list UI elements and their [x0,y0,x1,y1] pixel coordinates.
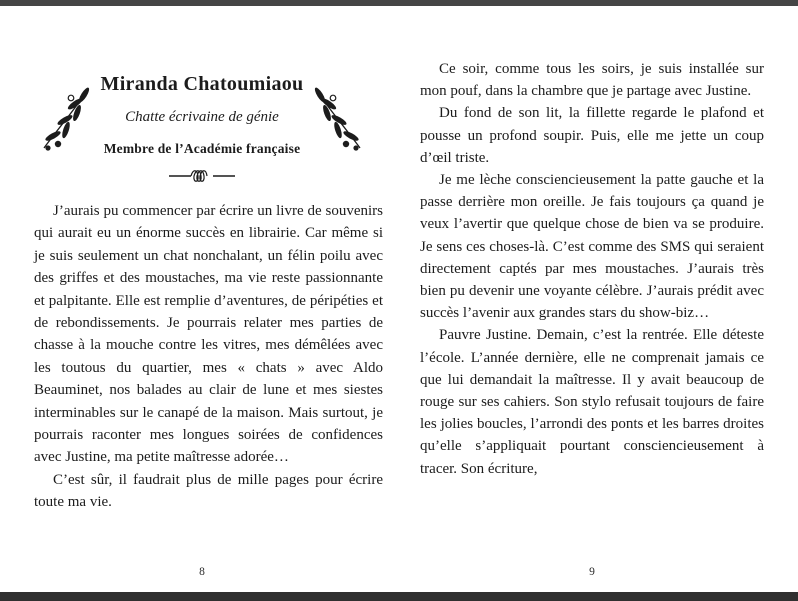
chapter-subtitle: Chatte écrivaine de génie [125,109,279,125]
page-left-body [34,200,383,514]
page-number-right: 9 [589,566,595,578]
page-right-body [420,58,764,480]
laurel-branch-right-icon [310,82,366,154]
viewer-edge-bottom [0,592,798,601]
paragraph: Je me lèche consciencieusement la patte gauche et la passe derrière mon oreille. Je fais toujours ça quand je veux l’avertir que quelque chose de bien va se produire. Je sens ces choses-là. C’est comme des SMS qui seraient directement captés par mes moustaches. J’aurais très bien pu devenir une voyante célèbre. J’aurais prédit avec succès l’avenir aux grandes stars du show-biz… [420,172,764,322]
paragraph: Pauvre Justine. Demain, c’est la rentrée. Elle déteste l’école. L’année dernière, elle ne comprenait jamais ce que lui demandait la maîtresse. Il y avait beaucoup de rouge sur ses cahiers. Son stylo refusait toujours de faire les jolies boucles, l’arrondi des ponts et les barres droites qu’elle s’appliquait pourtant consciencieusement à tracer. Son écriture, [420,327,764,477]
paragraph: J’aurais pu commencer par écrire un livre de souvenirs qui aurait eu un énorme succès en librairie. Car même si je suis seulement un chat nonchalant, un félin poilu avec des griffes et des moustaches, ma vie reste passionnante et palpitante. Elle est remplie d’aventures, de péripéties et de rebondissements. Je pourrais relater mes parties de chasse à la mouche contre les vitres, mes démêlées avec les toutous du quartier, mes « chats » avec Aldo Beauminet, nos balades au clair de lune et mes siestes interminables sur le canapé de la maison. Mais surtout, je pourrais raconter mes longues soirées de confidences avec Justine, ma petite maîtresse adorée… [34,203,383,466]
paragraph: C’est sûr, il faudrait plus de mille pages pour écrire toute ma vie. [34,471,383,511]
paragraph: Du fond de son lit, la fillette regarde le plafond et pousse un profond soupir. Puis, elle me jette un coup d’œil triste. [420,105,764,166]
laurel-branch-left-icon [38,82,94,154]
paragraph: Ce soir, comme tous les soirs, je suis installée sur mon pouf, dans la chambre que je partage avec Justine. [420,61,764,100]
chapter-affiliation: Membre de l’Académie française [103,141,301,156]
chapter-title: Miranda Chatoumiaou [100,73,304,95]
page-number-left: 8 [199,566,205,578]
squiggle-divider-icon [26,166,378,186]
viewer-edge-top [0,0,798,6]
chapter-header [26,72,378,157]
